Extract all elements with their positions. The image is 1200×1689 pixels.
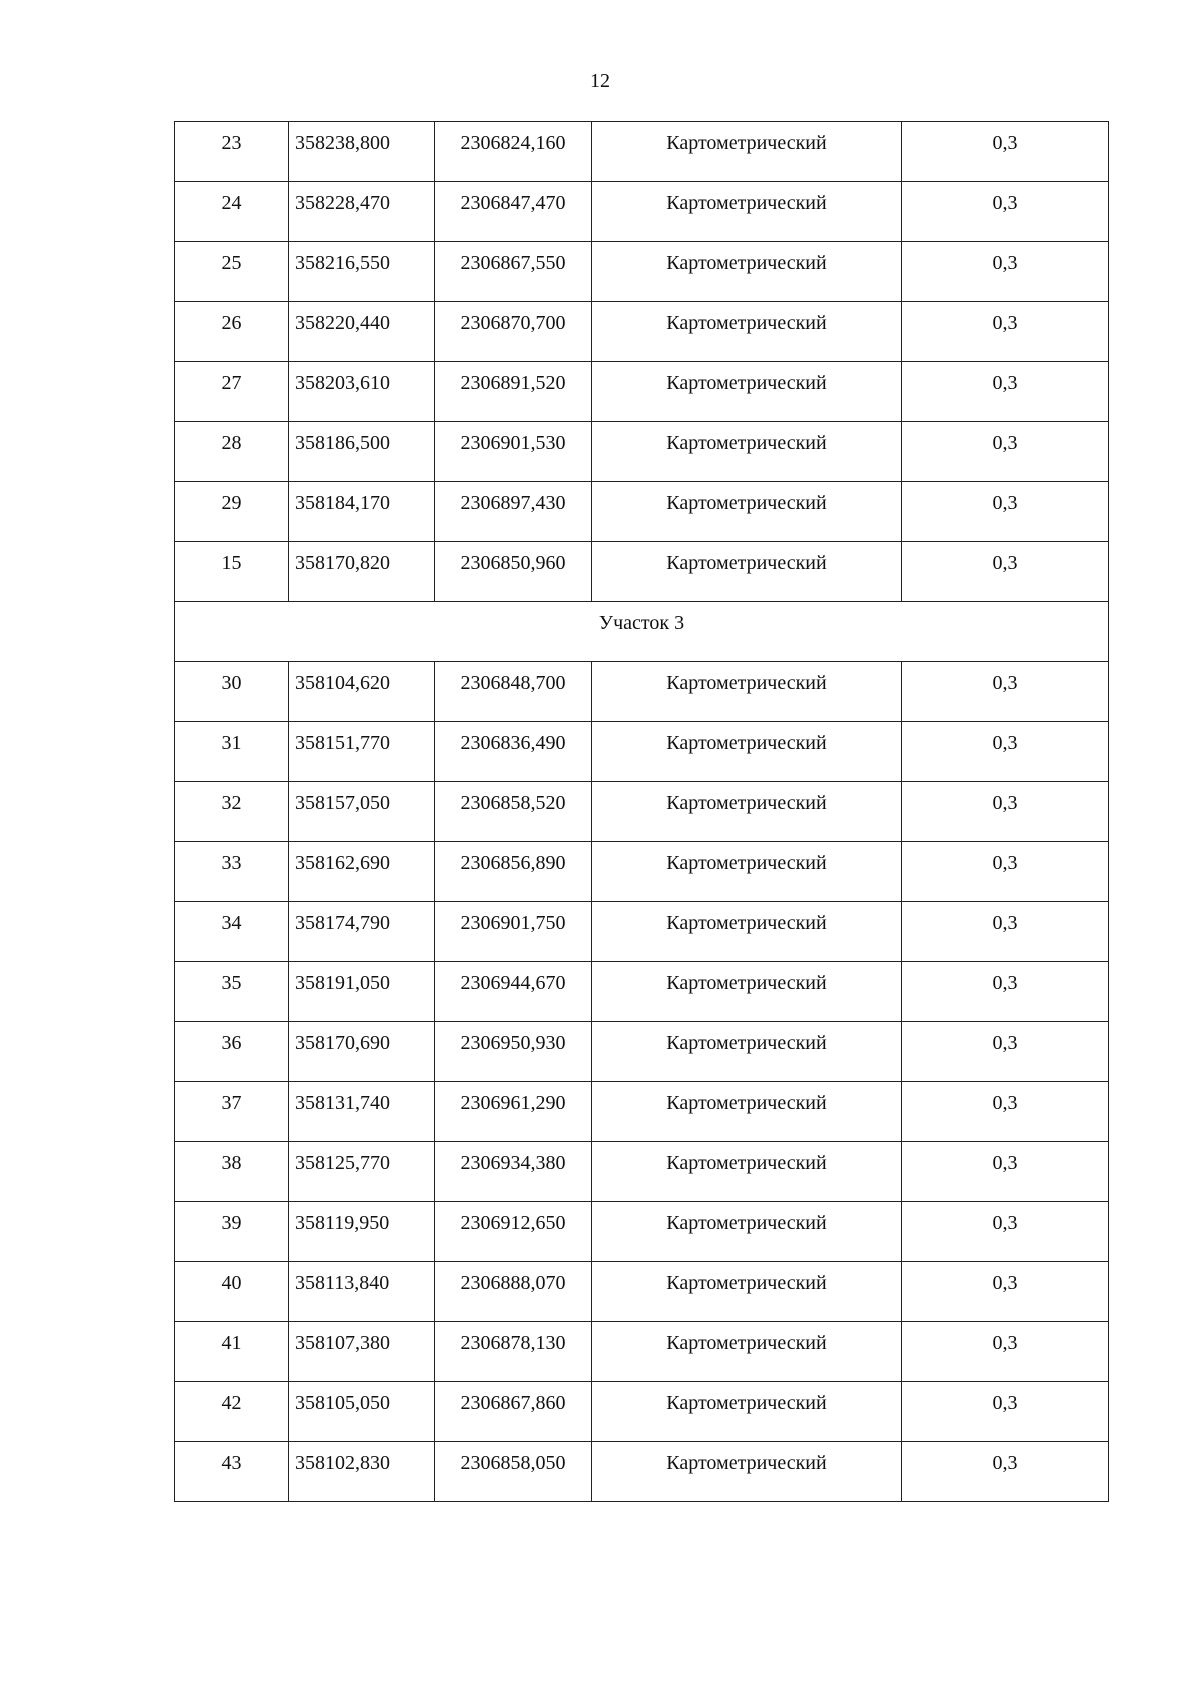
point-number-cell: 38 [175, 1142, 289, 1202]
method-cell: Картометрический [592, 122, 902, 182]
point-number-cell: 15 [175, 542, 289, 602]
accuracy-cell: 0,3 [902, 122, 1109, 182]
page-number: 12 [590, 70, 610, 92]
method-cell: Картометрический [592, 782, 902, 842]
table-row [175, 662, 1109, 722]
table-row [175, 362, 1109, 422]
y-coordinate-cell: 2306856,890 [435, 842, 592, 902]
point-number-cell: 43 [175, 1442, 289, 1502]
x-coordinate-cell: 358228,470 [289, 182, 435, 242]
x-coordinate-cell: 358151,770 [289, 722, 435, 782]
accuracy-cell: 0,3 [902, 722, 1109, 782]
point-number-cell: 33 [175, 842, 289, 902]
table-row [175, 242, 1109, 302]
accuracy-cell: 0,3 [902, 302, 1109, 362]
point-number-cell: 42 [175, 1382, 289, 1442]
table-row [175, 122, 1109, 182]
point-number-cell: 24 [175, 182, 289, 242]
method-cell: Картометрический [592, 1442, 902, 1502]
point-number-cell: 40 [175, 1262, 289, 1322]
point-number-cell: 34 [175, 902, 289, 962]
table-body-bottom [175, 662, 1109, 1502]
table-body-top [175, 122, 1109, 602]
accuracy-cell: 0,3 [902, 1082, 1109, 1142]
method-cell: Картометрический [592, 422, 902, 482]
method-cell: Картометрический [592, 242, 902, 302]
accuracy-cell: 0,3 [902, 542, 1109, 602]
x-coordinate-cell: 358170,690 [289, 1022, 435, 1082]
point-number-cell: 29 [175, 482, 289, 542]
accuracy-cell: 0,3 [902, 782, 1109, 842]
x-coordinate-cell: 358174,790 [289, 902, 435, 962]
table-row [175, 1022, 1109, 1082]
table-row [175, 482, 1109, 542]
table-row [175, 1082, 1109, 1142]
x-coordinate-cell: 358220,440 [289, 302, 435, 362]
point-number-cell: 30 [175, 662, 289, 722]
method-cell: Картометрический [592, 1382, 902, 1442]
accuracy-cell: 0,3 [902, 422, 1109, 482]
accuracy-cell: 0,3 [902, 1262, 1109, 1322]
x-coordinate-cell: 358157,050 [289, 782, 435, 842]
y-coordinate-cell: 2306901,750 [435, 902, 592, 962]
accuracy-cell: 0,3 [902, 182, 1109, 242]
y-coordinate-cell: 2306944,670 [435, 962, 592, 1022]
accuracy-cell: 0,3 [902, 1322, 1109, 1382]
y-coordinate-cell: 2306824,160 [435, 122, 592, 182]
accuracy-cell: 0,3 [902, 1442, 1109, 1502]
x-coordinate-cell: 358107,380 [289, 1322, 435, 1382]
method-cell: Картометрический [592, 182, 902, 242]
accuracy-cell: 0,3 [902, 482, 1109, 542]
method-cell: Картометрический [592, 542, 902, 602]
method-cell: Картометрический [592, 302, 902, 362]
point-number-cell: 25 [175, 242, 289, 302]
y-coordinate-cell: 2306836,490 [435, 722, 592, 782]
x-coordinate-cell: 358131,740 [289, 1082, 435, 1142]
method-cell: Картометрический [592, 1202, 902, 1262]
point-number-cell: 27 [175, 362, 289, 422]
table-row [175, 902, 1109, 962]
table-row [175, 422, 1109, 482]
method-cell: Картометрический [592, 902, 902, 962]
method-cell: Картометрический [592, 1022, 902, 1082]
accuracy-cell: 0,3 [902, 902, 1109, 962]
y-coordinate-cell: 2306950,930 [435, 1022, 592, 1082]
x-coordinate-cell: 358104,620 [289, 662, 435, 722]
y-coordinate-cell: 2306891,520 [435, 362, 592, 422]
y-coordinate-cell: 2306847,470 [435, 182, 592, 242]
table-row [175, 542, 1109, 602]
coordinates-table [174, 121, 1109, 1502]
point-number-cell: 37 [175, 1082, 289, 1142]
y-coordinate-cell: 2306901,530 [435, 422, 592, 482]
y-coordinate-cell: 2306850,960 [435, 542, 592, 602]
table-row [175, 1262, 1109, 1322]
x-coordinate-cell: 358102,830 [289, 1442, 435, 1502]
table-row [175, 1382, 1109, 1442]
y-coordinate-cell: 2306867,550 [435, 242, 592, 302]
accuracy-cell: 0,3 [902, 362, 1109, 422]
section-row [175, 602, 1109, 662]
table-row [175, 1322, 1109, 1382]
method-cell: Картометрический [592, 1142, 902, 1202]
method-cell: Картометрический [592, 962, 902, 1022]
method-cell: Картометрический [592, 662, 902, 722]
x-coordinate-cell: 358113,840 [289, 1262, 435, 1322]
accuracy-cell: 0,3 [902, 1382, 1109, 1442]
point-number-cell: 35 [175, 962, 289, 1022]
accuracy-cell: 0,3 [902, 842, 1109, 902]
x-coordinate-cell: 358203,610 [289, 362, 435, 422]
x-coordinate-cell: 358191,050 [289, 962, 435, 1022]
accuracy-cell: 0,3 [902, 242, 1109, 302]
y-coordinate-cell: 2306961,290 [435, 1082, 592, 1142]
y-coordinate-cell: 2306897,430 [435, 482, 592, 542]
point-number-cell: 39 [175, 1202, 289, 1262]
table-row [175, 1442, 1109, 1502]
section-title: Участок 3 [175, 602, 1109, 662]
method-cell: Картометрический [592, 1262, 902, 1322]
table-row [175, 1142, 1109, 1202]
point-number-cell: 23 [175, 122, 289, 182]
table-row [175, 722, 1109, 782]
accuracy-cell: 0,3 [902, 1202, 1109, 1262]
method-cell: Картометрический [592, 1322, 902, 1382]
y-coordinate-cell: 2306888,070 [435, 1262, 592, 1322]
x-coordinate-cell: 358125,770 [289, 1142, 435, 1202]
y-coordinate-cell: 2306867,860 [435, 1382, 592, 1442]
x-coordinate-cell: 358216,550 [289, 242, 435, 302]
accuracy-cell: 0,3 [902, 962, 1109, 1022]
method-cell: Картометрический [592, 1082, 902, 1142]
point-number-cell: 28 [175, 422, 289, 482]
table-row [175, 182, 1109, 242]
x-coordinate-cell: 358186,500 [289, 422, 435, 482]
point-number-cell: 26 [175, 302, 289, 362]
x-coordinate-cell: 358184,170 [289, 482, 435, 542]
y-coordinate-cell: 2306912,650 [435, 1202, 592, 1262]
point-number-cell: 36 [175, 1022, 289, 1082]
table-row [175, 302, 1109, 362]
accuracy-cell: 0,3 [902, 662, 1109, 722]
point-number-cell: 41 [175, 1322, 289, 1382]
method-cell: Картометрический [592, 722, 902, 782]
table-row [175, 1202, 1109, 1262]
x-coordinate-cell: 358238,800 [289, 122, 435, 182]
table-row [175, 782, 1109, 842]
method-cell: Картометрический [592, 482, 902, 542]
y-coordinate-cell: 2306858,520 [435, 782, 592, 842]
y-coordinate-cell: 2306858,050 [435, 1442, 592, 1502]
x-coordinate-cell: 358119,950 [289, 1202, 435, 1262]
point-number-cell: 32 [175, 782, 289, 842]
y-coordinate-cell: 2306870,700 [435, 302, 592, 362]
y-coordinate-cell: 2306934,380 [435, 1142, 592, 1202]
x-coordinate-cell: 358162,690 [289, 842, 435, 902]
y-coordinate-cell: 2306848,700 [435, 662, 592, 722]
accuracy-cell: 0,3 [902, 1022, 1109, 1082]
point-number-cell: 31 [175, 722, 289, 782]
table-row [175, 842, 1109, 902]
accuracy-cell: 0,3 [902, 1142, 1109, 1202]
method-cell: Картометрический [592, 842, 902, 902]
x-coordinate-cell: 358105,050 [289, 1382, 435, 1442]
table-row [175, 962, 1109, 1022]
method-cell: Картометрический [592, 362, 902, 422]
y-coordinate-cell: 2306878,130 [435, 1322, 592, 1382]
x-coordinate-cell: 358170,820 [289, 542, 435, 602]
section-header-body [175, 602, 1109, 662]
